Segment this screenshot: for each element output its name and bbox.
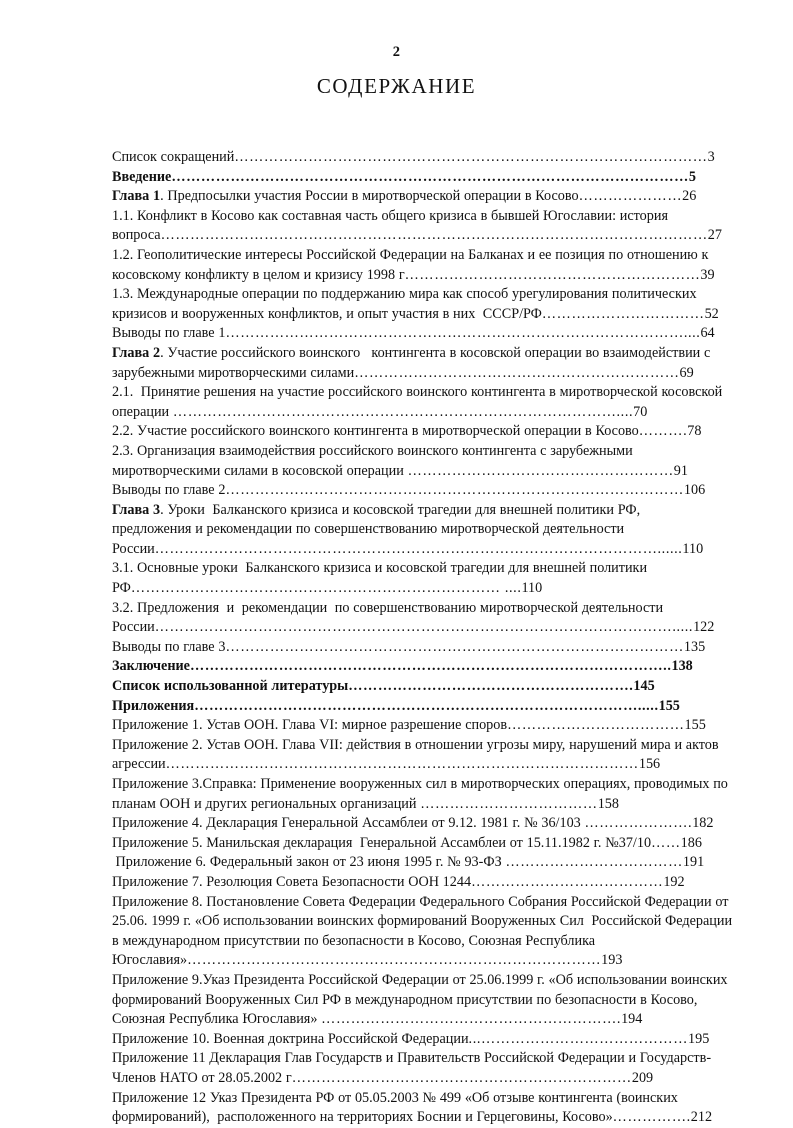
toc-entry-title: 2.3. Организация взаимодействия российского воинского контингента с зарубежными миротворческими силами в косовской операции	[112, 442, 637, 479]
toc-entry[interactable]	[112, 853, 734, 873]
toc-entry-leader-dots: …………….	[612, 1109, 691, 1126]
toc-entry-page-number: 156	[638, 756, 661, 773]
toc-entry[interactable]	[112, 1089, 734, 1128]
toc-entry-title: Приложения	[112, 697, 195, 714]
toc-entry-leader-dots: …………………	[578, 188, 683, 205]
toc-entry-leader-dots: …………………………………………………………………………………………......	[154, 540, 683, 557]
toc-entry-leader-dots: ……………………………………………………………………………………	[165, 756, 639, 773]
toc-entry[interactable]	[112, 285, 734, 324]
toc-entry[interactable]	[112, 246, 734, 285]
toc-entry-title: 2.2. Участие российского воинского контингента в миротворческой операции в Косово	[112, 423, 639, 440]
toc-entry-leader-dots: ……………………………	[541, 305, 705, 322]
toc-entry-title: Приложение 9.Указ Президента Российской Федерации от 25.06.1999 г. «Об использовании воинских формирований Вооруженных Сил РФ в международном присутствии по безопасности в Косово, Союзная Республика Югославия»	[112, 971, 732, 1028]
toc-entry[interactable]	[112, 344, 734, 383]
toc-entry-title: 1.1. Конфликт в Косово как составная часть общего кризиса в бывшей Югославии: история вопроса	[112, 207, 672, 244]
toc-entry[interactable]	[112, 207, 734, 246]
toc-entry-title: Приложение 2. Устав ООН. Глава VII: действия в отношении угрозы миру, нарушений мира и актов агрессии	[112, 736, 723, 773]
toc-entry-leader-dots: ……………………………………………………………………………………..	[189, 658, 672, 675]
toc-entry-title: Список использованной литературы	[112, 678, 349, 695]
toc-entry[interactable]	[112, 814, 734, 834]
toc-entry-title: Приложение 3.Справка: Применение вооруженных сил в миротворческих операциях, проводимых по планам ООН и других региональных организаций	[112, 776, 732, 812]
toc-entry-title: Приложение 5. Манильская декларация Генеральной Ассамблеи от 15.11.1982 г. №37/10	[112, 834, 652, 851]
toc-entry-page-number: 26	[682, 188, 697, 205]
toc-entry-title: Выводы по главе 2	[112, 482, 226, 499]
toc-entry-page-number: 70	[633, 403, 648, 420]
toc-entry-title: 3.2. Предложения и рекомендации по совершенствованию миротворческой деятельности России	[112, 599, 667, 636]
toc-entry[interactable]	[112, 442, 734, 481]
toc-entry-leader-dots: ………………………………	[505, 854, 683, 871]
toc-entry[interactable]	[112, 697, 734, 717]
toc-entry-leader-dots: ………………………………………………………………………………....	[172, 403, 634, 420]
toc-entry-leader-dots: ………………………………	[420, 795, 598, 812]
toc-entry-leader-dots: ……………………………………………………………………………………………	[171, 168, 689, 185]
toc-entry-page-number: 52	[704, 305, 719, 322]
toc-entry-title: Приложение 8. Постановление Совета Федерации Федерального Собрания Российской Федерации от 25.06. 1999 г. «Об использовании воинских формирований Вооруженных Сил Российской Федерации в международном присутствии по безопасности в Косово, Союзная Республика Югославия»	[112, 893, 736, 969]
toc-entry[interactable]	[112, 834, 734, 854]
toc-entry-page-number: 3	[707, 149, 715, 165]
table-of-contents	[112, 148, 734, 1128]
toc-entry-page-number: 145	[633, 678, 655, 695]
toc-entry-page-number: 78	[687, 423, 702, 440]
toc-entry-leader-dots: …………………………………………………………………………………....	[225, 325, 701, 342]
toc-entry-page-number: 212	[690, 1109, 713, 1126]
toc-entry-leader-dots: …………………………………………………………………………………	[225, 482, 684, 499]
toc-entry[interactable]	[112, 716, 734, 736]
toc-entry[interactable]	[112, 168, 734, 188]
toc-entry-leader-dots: …………………………………………………………	[354, 364, 680, 381]
toc-entry-page-number: 122	[693, 619, 715, 636]
toc-entry-leader-dots: ...……………………………………	[468, 1030, 689, 1047]
toc-entry-leader-dots: ………………….	[584, 815, 693, 832]
toc-entry-title: 1.2. Геополитические интересы Российской Федерации на Балканах и ее позиция по отношению к косовскому конфликту в целом и кризису 1998 г	[112, 246, 713, 283]
toc-entry-page-number: 191	[682, 854, 705, 871]
toc-entry-page-number: 110	[682, 540, 704, 557]
toc-entry-page-number: 91	[673, 462, 688, 479]
toc-entry-title: Приложение 4. Декларация Генеральной Ассамблеи от 9.12. 1981 г. № 36/103	[112, 815, 585, 832]
toc-entry-title: 2.1. Принятие решения на участие российского воинского контингента в миротворческой косовской операции	[112, 384, 727, 420]
toc-entry-title: . Предпосылки участия России в миротворческой операции в Косово	[160, 188, 579, 205]
toc-entry-page-number: 193	[601, 952, 623, 969]
toc-entry-leader-dots: …………………………………………………………………………………………………	[160, 227, 708, 244]
toc-entry[interactable]	[112, 187, 734, 207]
toc-entry[interactable]	[112, 383, 734, 422]
toc-entry[interactable]	[112, 324, 734, 344]
toc-entry-chapter-label: Глава 1	[112, 188, 161, 205]
toc-entry-leader-dots: ……………………………………………………………………………….....	[194, 697, 659, 714]
toc-entry[interactable]	[112, 481, 734, 501]
toc-entry[interactable]	[112, 873, 734, 893]
toc-entry-title: Приложение 6. Федеральный закон от 23 июня 1995 г. № 93-ФЗ	[112, 854, 506, 871]
toc-entry-leader-dots: ………………………………………………….	[348, 678, 634, 695]
toc-entry[interactable]	[112, 657, 734, 677]
toc-entry-page-number: 194	[621, 1011, 643, 1028]
toc-entry-chapter-label: Глава 3	[112, 501, 161, 518]
toc-entry-page-number: 182	[692, 815, 714, 832]
toc-entry[interactable]	[112, 971, 734, 1030]
toc-entry-title: . Участие российского воинского контингента в косовской операции во взаимодействии с зарубежными миротворческими силами	[112, 344, 715, 381]
toc-entry-title: Список сокращений	[112, 149, 235, 165]
toc-entry-title: предложения и рекомендации по совершенствованию миротворческой деятельности России	[112, 521, 628, 557]
toc-entry-page-number: 135	[683, 638, 706, 655]
toc-entry-page-number: 39	[700, 266, 715, 283]
toc-entry-title: Заключение	[112, 658, 190, 675]
toc-entry[interactable]	[112, 501, 734, 521]
toc-entry-leader-dots: ……………………………………………………………………………………	[234, 149, 708, 165]
toc-entry-page-number: 106	[683, 482, 706, 499]
toc-entry-title: Приложение 7. Резолюция Совета Безопасности ООН 1244	[112, 873, 472, 890]
toc-entry-title: 3.1. Основные уроки Балканского кризиса и косовской трагедии для внешней политики РФ	[112, 560, 651, 597]
toc-entry-page-number: 155	[684, 717, 706, 734]
toc-entry-leader-dots: …………………………………	[471, 873, 664, 890]
toc-entry-title: . Уроки Балканского кризиса и косовской трагедии для внешней политики РФ,	[160, 501, 641, 518]
toc-entry[interactable]	[112, 559, 734, 598]
toc-entry-page-number: 192	[663, 873, 685, 890]
toc-entry-leader-dots: ………………………………………………………………… ....	[130, 580, 522, 597]
toc-entry-page-number: 155	[658, 697, 680, 714]
toc-entry-page-number: 209	[631, 1069, 654, 1086]
toc-entry-page-number: 158	[597, 795, 619, 812]
toc-entry-title: Приложение 1. Устав ООН. Глава VI: мирное разрешение споров	[112, 717, 508, 734]
toc-entry-title: Выводы по главе 3	[112, 638, 226, 655]
toc-entry-page-number: 186	[680, 834, 702, 851]
toc-entry-title: Приложение 12 Указ Президента РФ от 05.05.2003 № 499 «Об отзыве контингента (воинских формирований), расположенного на территориях Боснии и Герцеговины, Косово»	[112, 1089, 682, 1126]
toc-entry-leader-dots: …………………………………………………………………………	[187, 952, 602, 969]
toc-entry-chapter-label: Глава 2	[112, 344, 161, 361]
toc-entry[interactable]	[112, 1049, 734, 1088]
toc-entry-title: Приложение 10. Военная доктрина Российской Федерации	[112, 1030, 469, 1047]
toc-entry-page-number: 69	[679, 364, 694, 381]
toc-entry-leader-dots: ………………………………	[507, 717, 685, 734]
page-title: СОДЕРЖАНИЕ	[316, 74, 477, 98]
page-number-folio: 2	[392, 44, 401, 60]
toc-entry-leader-dots: ………………………………………………	[407, 462, 674, 479]
toc-entry-page-number: 27	[707, 227, 722, 244]
toc-entry[interactable]	[112, 775, 734, 814]
toc-entry[interactable]	[112, 148, 734, 168]
toc-entry-title: Выводы по главе 1	[112, 325, 226, 342]
toc-entry-leader-dots: …………………………………………………….	[321, 1011, 622, 1028]
toc-entry-title: 1.3. Международные операции по поддержанию мира как способ урегулирования политических кризисов и вооруженных конфликтов, и опыт участия в них СССР/РФ	[112, 286, 701, 322]
toc-entry-page-number: 64	[700, 325, 715, 342]
toc-entry[interactable]	[112, 520, 734, 559]
toc-entry-page-number: 138	[671, 658, 693, 675]
toc-entry-title: Введение	[112, 168, 172, 185]
toc-entry[interactable]	[112, 422, 734, 442]
toc-entry-title: Приложение 11 Декларация Глав Государств и Правительств Российской Федерации и Государств-Членов НАТО от 28.05.2002 г	[112, 1050, 712, 1086]
toc-entry-page-number: 110	[521, 580, 543, 597]
toc-entry[interactable]	[112, 599, 734, 638]
toc-entry[interactable]	[112, 1030, 734, 1050]
toc-entry-leader-dots: ……….	[638, 423, 688, 440]
toc-entry[interactable]	[112, 736, 734, 775]
toc-entry-leader-dots: ……………………………………………………	[404, 266, 701, 283]
toc-entry-leader-dots: …………………………………………………………………………………	[225, 638, 684, 655]
toc-entry-page-number: 195	[688, 1030, 710, 1047]
toc-entry-leader-dots: ……………………………………………………………	[291, 1069, 632, 1086]
toc-entry-page-number: 5	[688, 168, 697, 185]
toc-entry-leader-dots: …………………………………………………………………………………………….....	[154, 619, 694, 636]
toc-entry[interactable]	[112, 893, 734, 971]
toc-entry[interactable]	[112, 677, 734, 697]
toc-entry-leader-dots: ……	[651, 834, 681, 851]
toc-entry[interactable]	[112, 638, 734, 658]
